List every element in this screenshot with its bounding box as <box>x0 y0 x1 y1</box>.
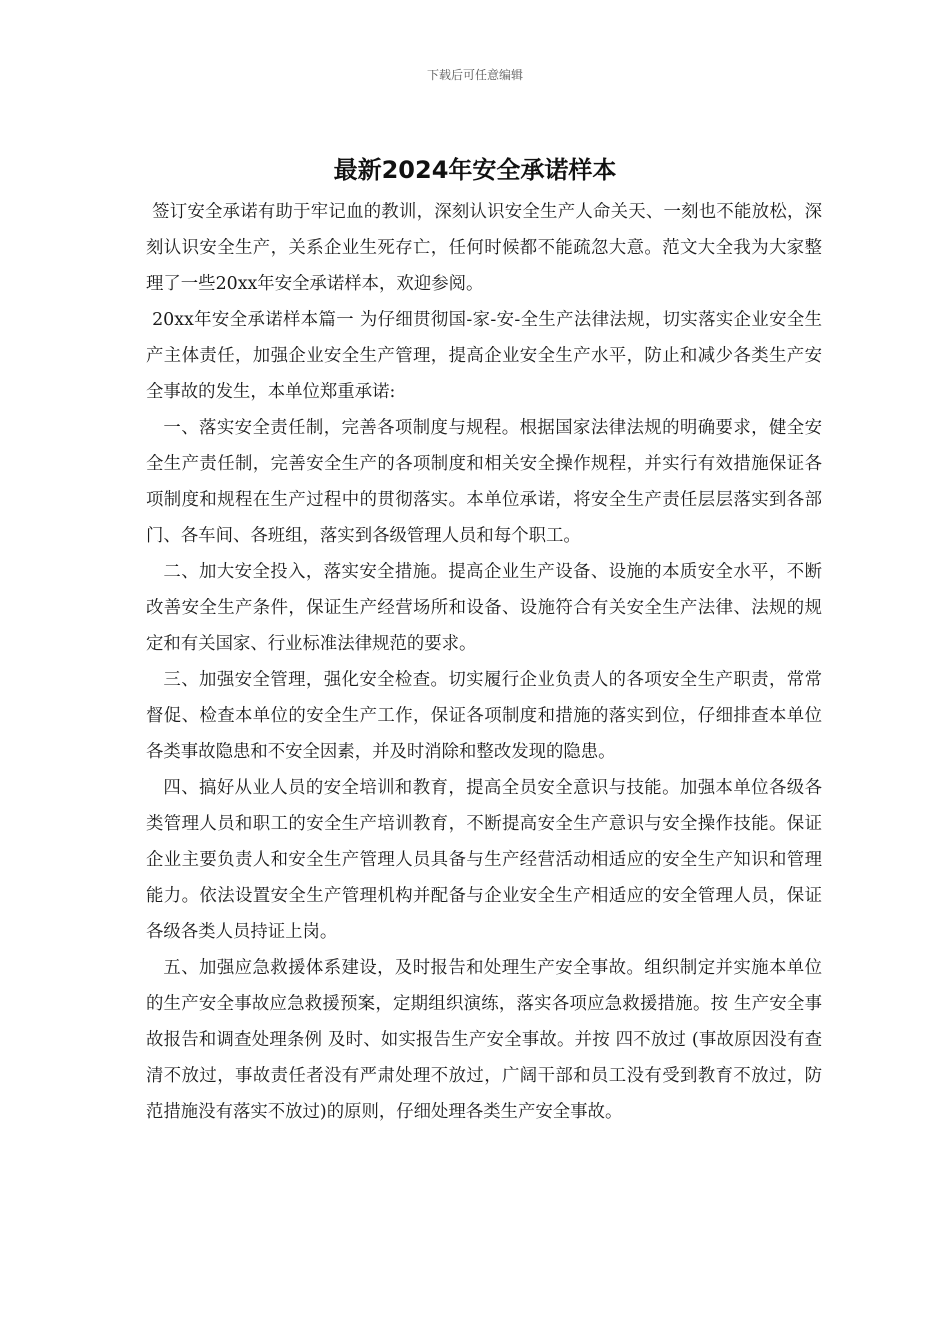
commitment-item-5: 五、加强应急救援体系建设，及时报告和处理生产安全事故。组织制定并实施本单位的生产安全事故应急救援预案，定期组织演练，落实各项应急救援措施。按 生产安全事故报告和调查处理条例 及时、如实报告生产安全事故。并按 四不放过 (事故原因没有查清不放过，事故责任者没有严肃处理不放过，广阔干部和员工没有受到教育不放过，防范措施没有落实不放过)的原则，仔细处理各类生产安全事故。 <box>146 958 822 1122</box>
header-note: 下载后可任意编辑 <box>426 68 523 82</box>
commitment-item-1: 一、落实安全责任制，完善各项制度与规程。根据国家法律法规的明确要求，健全安全生产责任制，完善安全生产的各项制度和相关安全操作规程，并实行有效措施保证各项制度和规程在生产过程中的贯彻落实。本单位承诺，将安全生产责任层层落实到各部门、各车间、各班组，落实到各级管理人员和每个职工。 <box>146 418 822 546</box>
document-body <box>146 194 822 1130</box>
sample-one-paragraph: 20xx年安全承诺样本篇一 为仔细贯彻国-家-安-全生产法律法规，切实落实企业安全生产主体责任，加强企业安全生产管理，提高企业安全生产水平，防止和减少各类生产安全事故的发生，本单位郑重承诺: <box>146 310 822 402</box>
intro-paragraph: 签订安全承诺有助于牢记血的教训，深刻认识安全生产人命关天、一刻也不能放松，深刻认识安全生产，关系企业生死存亡，任何时候都不能疏忽大意。范文大全我为大家整理了一些20xx年安全承诺样本，欢迎参阅。 <box>146 202 822 294</box>
commitment-item-3: 三、加强安全管理，强化安全检查。切实履行企业负责人的各项安全生产职责，常常督促、检查本单位的安全生产工作，保证各项制度和措施的落实到位，仔细排查本单位各类事故隐患和不安全因素，并及时消除和整改发现的隐患。 <box>146 670 822 762</box>
commitment-item-2: 二、加大安全投入，落实安全措施。提高企业生产设备、设施的本质安全水平，不断改善安全生产条件，保证生产经营场所和设备、设施符合有关安全生产法律、法规的规定和有关国家、行业标准法律规范的要求。 <box>146 562 822 654</box>
document-title: 最新2024年安全承诺样本 <box>333 156 617 184</box>
commitment-item-4: 四、搞好从业人员的安全培训和教育，提高全员安全意识与技能。加强本单位各级各类管理人员和职工的安全生产培训教育，不断提高安全生产意识与安全操作技能。保证企业主要负责人和安全生产管理人员具备与生产经营活动相适应的安全生产知识和管理能力。依法设置安全生产管理机构并配备与企业安全生产相适应的安全管理人员，保证各级各类人员持证上岗。 <box>146 778 822 942</box>
